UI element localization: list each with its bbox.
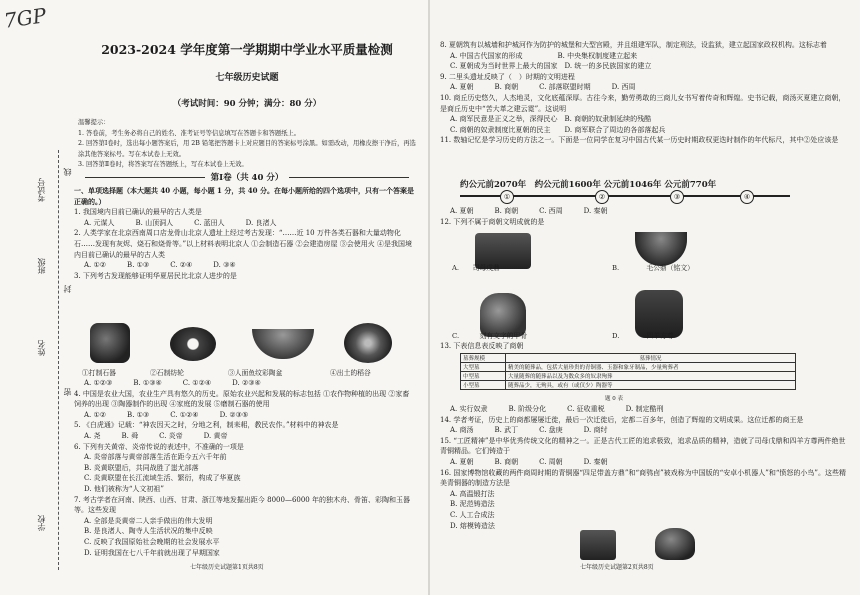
table-cell: 中型墓 [461, 372, 506, 381]
q12-option: D. 四羊方尊 [612, 332, 674, 340]
table-row [461, 363, 796, 372]
table-cell: 大型墓 [461, 363, 506, 372]
q11-12 [440, 206, 846, 227]
question-text: 7. 考古学者在河南、陕西、山西、甘肃、浙江等地发掘出距今 8000—6000 年的独木舟、骨笛、彩陶和玉器等。这些发现 [74, 495, 410, 515]
notice-block [78, 118, 416, 171]
right-questions-part-a [440, 40, 846, 146]
question-text: 9. 二里头遗址反映了（ ）时期的文明进程 [440, 72, 575, 81]
table-cell: 小型墓 [461, 381, 506, 390]
question-text: 15. “工匠精神”是中华优秀传统文化的精神之一。正是古代工匠的追求极致，追求品质的精神，造就了司母戊鼎和四羊方尊两件绝世青铜精品。它们铸造于 [440, 436, 846, 456]
divider [85, 177, 205, 178]
question-options: A. 夏朝 B. 商朝 C. 周朝 D. 秦朝 [450, 457, 608, 466]
section-title: 第Ⅰ卷（共 40 分） [210, 173, 284, 183]
question-options: A. 商汤 B. 武丁 C. 盘庚 D. 商纣 [450, 426, 608, 435]
side-label-school: 学校 [37, 515, 46, 531]
question-text: 6. 下列有关黄帝、炎帝传说的表述中，不准确的一项是 [74, 442, 244, 451]
tomb-table [460, 353, 796, 390]
q12-option: C. 刻有文字的甲骨 [452, 332, 528, 340]
q13-text [440, 341, 846, 352]
questions-part-a [74, 186, 414, 281]
side-label-seal: 封 [63, 285, 72, 293]
table-header-cell: 墓葬规模 [461, 354, 506, 363]
question-text: 14. 学者考证，历史上的商都屡屡迁徙，最后一次迁徙后，定都二百多年，创造了辉煌的文明成果。这位迁都的商王是 [440, 415, 804, 424]
owl-you-image [655, 528, 695, 560]
question-text: 12. 下列不属于商朝文明成就的是 [440, 217, 545, 226]
side-label-exam-no: 考试号 [37, 178, 46, 202]
question-options: A. 实行奴隶 B. 阶级分化 C. 征收重税 D. 制定酷刑 [450, 405, 664, 413]
spindle-whorl-image [170, 327, 216, 361]
q3-caption: ④出土的稻谷 [330, 369, 371, 377]
handwritten-mark: 7GP [2, 3, 48, 33]
q3-images [82, 323, 402, 365]
notice-item: 2. 回答第Ⅰ卷时，选出每小题答案后，用 2B 铅笔把答题卡上对应题目的答案标号涂黑。如需改动，用橡皮擦干净后，再选涂其他答案标号。写在本试卷上无效。 [78, 140, 416, 158]
side-label-class: 班级 [37, 258, 46, 274]
exam-title: 2023-2024 学年度第一学期期中学业水平质量检测 [101, 42, 393, 57]
rice-grain-image [344, 323, 392, 363]
table-header-row [461, 354, 796, 363]
question-text: 3. 下列考古发现能够证明华夏居民比北京人进步的是 [74, 271, 237, 280]
side-label-name: 姓名 [37, 340, 46, 356]
painted-pottery-image [252, 329, 314, 359]
question-text: 2. 人类学家在北京西南周口店龙骨山北京人遗址上经过考古发现：“……近 10 万件各类石器和大量动物化石……发现有灰烬、烧石和烧骨等。”以上材料表明北京人 ①会制造石器 ②会建造房屋 ③会使用火 ④是我国境内目前已确认的最早的古人类 [74, 229, 412, 259]
q12-option: A. 司母戊鼎 [452, 264, 500, 272]
timeline [460, 178, 820, 201]
right-questions-part-b [440, 404, 846, 531]
notice-heading: 温馨提示： [78, 119, 110, 126]
table-row [461, 372, 796, 381]
question-options: A. 炎帝部落与黄帝部落生活在距今五六千年前 B. 炎黄联盟后，共同战胜了蚩尤部落 C. 炎黄联盟在长江流域生活、繁衍，构成了华夏族 D. 他们被称为“人文初祖” [84, 453, 241, 493]
table-caption: 题 0 表 [605, 396, 623, 402]
table-cell: 大量随葬的随葬品以及为数众多的奴隶殉葬 [506, 372, 796, 381]
question-options: A. 商军民意是正义之举，深得民心 B. 商朝的奴隶制延续的残酷 C. 商朝的奴隶制度比夏朝的民主 D. 商军联合了周边的各部落起兵 [450, 115, 666, 134]
binding-line [58, 150, 59, 570]
question-options: A. ①② B. ①③ C. ②④ D. ③④ [84, 261, 236, 270]
question-text: 13. 下表信息表反映了商朝 [440, 342, 524, 350]
question-text: 4. 中国是农业大国，农业生产具有悠久的历史。原始农业兴起和发展的标志包括 ①农作物种植的出现 ②家畜饲养的出现 ③陶器制作的出现 ④家庭的发展 ⑤磨制石器的使用 [74, 389, 410, 409]
question-options: A. 元谋人 B. 山顶洞人 C. 蓝田人 D. 良渚人 [84, 218, 277, 227]
square-ding-image [580, 530, 616, 560]
section-header [74, 171, 420, 183]
side-label-secret: 密 [63, 388, 72, 396]
timeline-mark: ④ [740, 190, 754, 204]
timeline-mark: ② [595, 190, 609, 204]
exam-subtitle: 七年级历史试题 [215, 73, 279, 83]
question-options: A. ①②③ B. ①③④ C. ①②④ D. ②③④ [84, 379, 261, 387]
table-cell: 随葬品少，无殉具，或有（或仅少）陶器等 [506, 381, 796, 390]
question-text: 11. 数轴记忆是学习历史的方法之一。下面是一位同学在复习中国古代某一历史时期政权更迭时制作的年代标尺，其中②处应该是 [440, 136, 839, 145]
question-options: A. 中国古代国家的形成 B. 中央集权制度建立起来 C. 夏朝成为当时世界上最大的国家 D. 统一的多民族国家的建立 [450, 51, 652, 71]
exam-info: （考试时间：90 分钟；满分：80 分） [172, 99, 322, 109]
divider [289, 177, 409, 178]
q12-option: B. 毛公鼎（铭文） [612, 264, 694, 272]
page-footer: 七年级历史试题第1页共8页 [190, 564, 264, 571]
question-text: 10. 商丘历史悠久，人杰地灵，文化底蕴深厚。古往今来，勤劳勇敢的三商儿女书写着传奇和辉煌。史书记载，商汤灭夏建立商朝，是商丘历史中“苦大革之建云霓”。这说明 [440, 93, 846, 113]
q3-caption: ③人面鱼纹彩陶盆 [228, 369, 283, 377]
notice-item: 1. 答卷前，考生务必将自己的姓名、准考证号等信息填写在答题卡和答题纸上。 [78, 129, 301, 137]
table-cell: 精美的随葬品，包括大量珍贵的青铜器、玉器和象牙制品，少量殉葬者 [506, 363, 796, 372]
question-options: A. 夏朝 B. 商朝 C. 部落联盟时期 D. 西周 [450, 83, 636, 92]
question-text: 8. 夏朝筑有以城墙和护城河作为防护的城堡和大型宫殿，并且组建军队，制定刑法，设监狱，建立起国家政权机构。这标志着 [440, 41, 827, 49]
q3-caption: ②石制纺轮 [150, 369, 184, 377]
question-options: A. 高温锻打法 B. 泥范铸造法 C. 人工合成法 D. 熔模铸造法 [450, 489, 495, 530]
question-text: 16. 国家博物馆收藏的两件商周时期的青铜器“四足带盖方鼎”和“商鸮卣”被戏称为中国版的“安卓小机器人”和“愤怒的小鸟”。这些精美青铜器的制造方法是 [440, 468, 846, 488]
timeline-mark: ① [500, 190, 514, 204]
table-header-cell: 墓葬情况 [506, 354, 796, 363]
q3-caption: ①打制石器 [82, 369, 116, 377]
question-options: A. 全部是炎黄帝二人亲手做出的伟大发明 B. 是良渚人、陶寺人生活状况的集中反映 C. 反映了我国原始社会晚期的社会发展水平 D. 证明我国在七八千年前就出现了早期国家 [84, 516, 220, 557]
maogong-ding-image [635, 232, 687, 266]
notice-item: 3. 回答第Ⅱ卷时，将答案写在答题纸上，写在本试卷上无效。 [78, 161, 248, 168]
question-text: 5. 《白虎通》记载：“神农因天之时，分地之利，制耒耜，教民农作。”材料中的神农是 [74, 421, 339, 430]
question-options: A. 尧 B. 舜 C. 炎帝 D. 黄帝 [84, 431, 228, 440]
side-label-line: 线 [63, 168, 72, 176]
question-options: A. ①② B. ①③ C. ①②④ D. ②③⑤ [84, 410, 249, 419]
section-intro: 一、单项选择题（本大题共 40 小题，每小题 1 分，共 40 分。在每小题所给的四个选项中，只有一个答案是正确的。） [74, 186, 414, 206]
questions-part-b [74, 378, 414, 558]
page-footer: 七年级历史试题第2页共8页 [580, 564, 654, 571]
stone-tool-image [90, 323, 130, 363]
question-options: A. 夏朝 B. 商朝 C. 西周 D. 秦朝 [450, 207, 608, 215]
right-page [430, 0, 860, 595]
table-row [461, 381, 796, 390]
question-text: 1. 我国境内目前已确认的最早的古人类是 [74, 208, 202, 217]
timeline-mark: ③ [670, 190, 684, 204]
timeline-text: 约公元前2070年 约公元前1600年 公元前1046年 公元前770年 [460, 180, 717, 190]
